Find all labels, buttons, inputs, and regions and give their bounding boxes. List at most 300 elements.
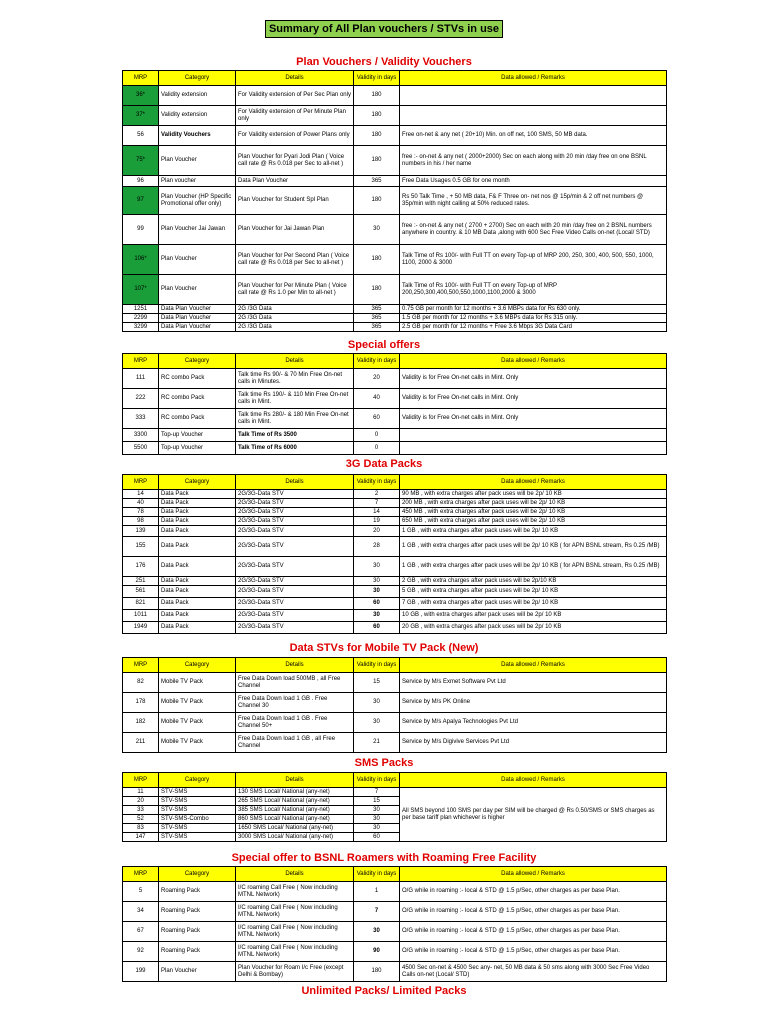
cell-mrp: 40 [123,499,159,508]
cell-category: Plan Voucher [159,146,236,176]
header-category: Category [159,658,236,673]
header-remarks: Data allowed / Remarks [400,773,667,788]
cell-validity: 180 [354,962,400,982]
cell-mrp: 82 [123,673,159,693]
cell-details: 2G/3G-Data STV [236,490,354,499]
header-validity: Validity in days [354,354,400,369]
header-remarks: Data allowed / Remarks [400,354,667,369]
cell-category: Data Pack [159,557,236,577]
cell-category: Roaming Pack [159,882,236,902]
cell-category: Plan Voucher (HP Specific Promotional offer only) [159,187,236,215]
special-offers-table [122,353,667,455]
cell-category: Data Pack [159,490,236,499]
cell-details: Plan Voucher for Jai Jawan Plan [236,215,354,245]
cell-remarks: 90 MB , with extra charges after pack uses will be 2p/ 10 KB [400,490,667,499]
cell-category: Data Pack [159,577,236,586]
table-row [123,389,667,409]
cell-details: 2G/3G-Data STV [236,577,354,586]
section-title-sms-packs: SMS Packs [354,757,414,769]
cell-category: STV-SMS [159,788,236,797]
cell-validity: 180 [354,106,400,126]
table-row [123,275,667,305]
cell-validity: 20 [354,526,400,537]
cell-details: Talk Time of Rs 6000 [236,442,354,455]
header-validity: Validity in days [354,867,400,882]
cell-validity: 7 [354,902,400,922]
table-header-row [123,354,667,369]
cell-remarks: Validity is for Free On-net calls in Mint. Only [400,409,667,429]
cell-remarks: Validity is for Free On-net calls in Mint. Only [400,369,667,389]
cell-category: Mobile TV Pack [159,693,236,713]
cell-remarks: Free on-net & any net ( 20+10) Min. on off net, 100 SMS, 50 MB data. [400,126,667,146]
cell-details: Talk Time of Rs 3500 [236,429,354,442]
cell-details: I/C roaming Call Free ( Now including MTNL Network) [236,882,354,902]
cell-mrp: 67 [123,922,159,942]
cell-category: STV-SMS-Combo [159,815,236,824]
cell-category: Data Pack [159,586,236,598]
cell-validity: 90 [354,942,400,962]
cell-category: Validity extension [159,106,236,126]
cell-validity: 28 [354,537,400,557]
cell-details: 2G /3G Data [236,323,354,332]
table-header-row [123,658,667,673]
table-row [123,215,667,245]
cell-details: Free Data Down load 1 GB , all Free Channel [236,733,354,753]
table-row [123,526,667,537]
cell-details: 2G/3G-Data STV [236,537,354,557]
cell-category: Data Pack [159,598,236,610]
cell-validity: 180 [354,245,400,275]
cell-category: Validity Vouchers [159,126,236,146]
cell-remarks: Free Data Usages 0.5 GB for one month [400,176,667,187]
cell-mrp: 78 [123,508,159,517]
cell-mrp: 36* [123,86,159,106]
cell-mrp: 1251 [123,305,159,314]
cell-validity: 0 [354,429,400,442]
cell-mrp: 33 [123,806,159,815]
section-title-plan-vouchers: Plan Vouchers / Validity Vouchers [296,56,472,68]
cell-mrp: 1949 [123,622,159,634]
table-row [123,517,667,526]
cell-details: 2G/3G-Data STV [236,557,354,577]
table-header-row [123,773,667,788]
header-details: Details [236,658,354,673]
cell-category: Roaming Pack [159,922,236,942]
table-row [123,962,667,982]
header-mrp: MRP [123,658,159,673]
table-row [123,245,667,275]
header-details: Details [236,71,354,86]
cell-remarks: 650 MB , with extra charges after pack uses will be 2p/ 10 KB [400,517,667,526]
cell-validity: 365 [354,305,400,314]
cell-mrp: 5 [123,882,159,902]
cell-mrp: 139 [123,526,159,537]
cell-mrp: 37* [123,106,159,126]
section-title-special-offers: Special offers [347,339,421,351]
cell-validity: 60 [354,598,400,610]
cell-mrp: 199 [123,962,159,982]
cell-mrp: 155 [123,537,159,557]
header-details: Details [236,867,354,882]
cell-category: Top-up Voucher [159,429,236,442]
cell-details: Plan Voucher for Roam I/c Free (except Delhi & Bombay) [236,962,354,982]
cell-details: 2G/3G-Data STV [236,622,354,634]
table-row [123,557,667,577]
cell-details: Plan Voucher for Student Spl Plan [236,187,354,215]
3g-data-packs-table [122,474,667,634]
cell-category: Roaming Pack [159,902,236,922]
cell-mrp: 106* [123,245,159,275]
cell-category: Mobile TV Pack [159,713,236,733]
cell-mrp: 561 [123,586,159,598]
cell-details: Plan Voucher for Per Second Plan ( Voice call rate @ Rs 0.018 per Sec to all-net ) [236,245,354,275]
cell-category: Data Pack [159,517,236,526]
cell-remarks: Service by M/s Exmet Software Pvt Ltd [400,673,667,693]
cell-category: Plan voucher [159,176,236,187]
header-remarks: Data allowed / Remarks [400,475,667,490]
header-details: Details [236,475,354,490]
cell-remarks: 4500 Sec on-net & 4500 Sec any- net, 50 MB data & 50 sms along with 3000 Sec Free Video Calls on-net (Local/ STD) [400,962,667,982]
cell-category: STV-SMS [159,806,236,815]
table-row [123,733,667,753]
table-row [123,176,667,187]
header-mrp: MRP [123,71,159,86]
table-row [123,713,667,733]
cell-category: STV-SMS [159,824,236,833]
table-row [123,490,667,499]
cell-details: 2G/3G-Data STV [236,499,354,508]
cell-category: STV-SMS [159,833,236,842]
cell-validity: 30 [354,577,400,586]
cell-mrp: 3300 [123,429,159,442]
cell-mrp: 56 [123,126,159,146]
cell-category: Plan Voucher [159,962,236,982]
cell-mrp: 98 [123,517,159,526]
cell-validity: 180 [354,126,400,146]
cell-category: Roaming Pack [159,942,236,962]
cell-details: Talk time Rs 90/- & 70 Min Free On-net calls in Minutes. [236,369,354,389]
cell-category: STV-SMS [159,797,236,806]
header-validity: Validity in days [354,475,400,490]
cell-mrp: 211 [123,733,159,753]
cell-details: Plan Voucher for Per Minute Plan ( Voice call rate @ Rs 1.0 per Min to all-net ) [236,275,354,305]
table-row [123,187,667,215]
cell-remarks: Talk Time of Rs 100/- with Full TT on every Top-up of MRP 200, 250, 300, 400, 500, 550, 1000, 1100, 2000 & 3000 [400,245,667,275]
table-row [123,106,667,126]
cell-details: 2G/3G-Data STV [236,598,354,610]
section-title-unlimited-packs: Unlimited Packs/ Limited Packs [301,985,467,997]
cell-remarks: 1 GB , with extra charges after pack uses will be 2p/ 10 KB ( for APN BSNL stream, Rs 0.25 /MB) [400,537,667,557]
cell-details: Free Data Down load 1 GB . Free Channel 50+ [236,713,354,733]
cell-remarks: O/G while in roaming :- local & STD @ 1.5 p/Sec, other charges as per base Plan. [400,922,667,942]
header-mrp: MRP [123,867,159,882]
cell-category: Data Pack [159,508,236,517]
cell-validity: 21 [354,733,400,753]
cell-mrp: 52 [123,815,159,824]
table-row [123,429,667,442]
cell-remarks [400,442,667,455]
cell-category: Plan Voucher Jai Jawan [159,215,236,245]
cell-validity: 1 [354,882,400,902]
cell-remarks [400,86,667,106]
cell-mrp: 147 [123,833,159,842]
section-title-3g-data-packs: 3G Data Packs [345,458,423,470]
table-row [123,622,667,634]
cell-mrp: 99 [123,215,159,245]
table-row [123,369,667,389]
cell-category: Top-up Voucher [159,442,236,455]
section-title-roaming: Special offer to BSNL Roamers with Roaming Free Facility [231,852,537,864]
cell-validity: 30 [354,557,400,577]
cell-mrp: 92 [123,942,159,962]
cell-details: I/C roaming Call Free ( Now including MTNL Network) [236,942,354,962]
cell-details: 2G/3G-Data STV [236,526,354,537]
cell-category: RC combo Pack [159,369,236,389]
table-row [123,788,667,797]
cell-mrp: 83 [123,824,159,833]
header-remarks: Data allowed / Remarks [400,658,667,673]
cell-category: Data Pack [159,537,236,557]
cell-remarks: free :- on-net & any net ( 2700 + 2700) Sec on each with 20 min /day free on 2 BSNL numbers anywhere in country. & 10 MB Data ,along with 600 Sec Free Video Calls on-net (Local/ STD) [400,215,667,245]
cell-validity: 180 [354,187,400,215]
cell-details: For Validity extension of Per Sec Plan only [236,86,354,106]
table-row [123,673,667,693]
plan-vouchers-table [122,70,667,332]
cell-details: 1650 SMS Local/ National (any-net) [236,824,354,833]
cell-validity: 60 [354,409,400,429]
cell-remarks-merged: All SMS beyond 100 SMS per day per SIM will be charged @ Rs 0.50/SMS or SMS charges as per base tariff plan whichever is higher [400,788,667,842]
header-remarks: Data allowed / Remarks [400,71,667,86]
cell-details: For Validity extension of Power Plans only [236,126,354,146]
page-banner: Summary of All Plan vouchers / STVs in use [265,20,503,38]
table-row [123,305,667,314]
cell-validity: 30 [354,693,400,713]
cell-mrp: 20 [123,797,159,806]
cell-details: 3000 SMS Local/ National (any-net) [236,833,354,842]
cell-validity: 40 [354,389,400,409]
table-row [123,126,667,146]
cell-category: Data Pack [159,499,236,508]
cell-details: For Validity extension of Per Minute Plan only [236,106,354,126]
cell-details: 2G /3G Data [236,305,354,314]
cell-remarks: Validity is for Free On-net calls in Mint. Only [400,389,667,409]
cell-validity: 7 [354,499,400,508]
cell-mrp: 251 [123,577,159,586]
cell-remarks: free :- on-net & any net ( 2000+2000) Sec on each along with 20 min /day free on one BSNL numbers in his / her name [400,146,667,176]
table-row [123,598,667,610]
cell-mrp: 178 [123,693,159,713]
cell-category: Plan Voucher [159,245,236,275]
cell-details: 265 SMS Local/ National (any-net) [236,797,354,806]
table-header-row [123,867,667,882]
header-details: Details [236,354,354,369]
cell-category: Validity extension [159,86,236,106]
cell-remarks: 10 GB , with extra charges after pack uses will be 2p/ 10 KB [400,610,667,622]
cell-mrp: 333 [123,409,159,429]
cell-validity: 15 [354,797,400,806]
cell-details: Talk time Rs 190/- & 110 Min Free On-net calls in Mint. [236,389,354,409]
cell-mrp: 821 [123,598,159,610]
cell-mrp: 14 [123,490,159,499]
header-category: Category [159,773,236,788]
cell-remarks: 1 GB , with extra charges after pack uses will be 2p/ 10 KB [400,526,667,537]
cell-mrp: 182 [123,713,159,733]
cell-mrp: 34 [123,902,159,922]
cell-validity: 0 [354,442,400,455]
table-row [123,610,667,622]
header-mrp: MRP [123,354,159,369]
cell-details: Free Data Down load 1 GB . Free Channel 30 [236,693,354,713]
table-row [123,146,667,176]
cell-validity: 60 [354,622,400,634]
cell-mrp: 1011 [123,610,159,622]
table-header-row [123,71,667,86]
table-row [123,537,667,557]
cell-details: Free Data Down load 500MB , all Free Channel [236,673,354,693]
header-validity: Validity in days [354,71,400,86]
header-category: Category [159,867,236,882]
cell-details: Talk time Rs 280/- & 180 Min Free On-net calls in Mint. [236,409,354,429]
cell-validity: 2 [354,490,400,499]
cell-remarks: 450 MB , with extra charges after pack uses will be 2p/ 10 KB [400,508,667,517]
header-category: Category [159,71,236,86]
header-validity: Validity in days [354,658,400,673]
roaming-table [122,866,667,982]
cell-mrp: 11 [123,788,159,797]
cell-mrp: 5500 [123,442,159,455]
cell-validity: 365 [354,176,400,187]
cell-details: Plan Voucher for Pyari Jodi Plan ( Voice call rate @ Rs 0.018 per Sec to all-net ) [236,146,354,176]
cell-mrp: 96 [123,176,159,187]
cell-validity: 20 [354,369,400,389]
cell-validity: 30 [354,806,400,815]
cell-remarks: 2.5 GB per month for 12 months + Free 3.6 Mbps 3G Data Card [400,323,667,332]
table-row [123,902,667,922]
cell-validity: 60 [354,833,400,842]
cell-details: Data Plan Voucher [236,176,354,187]
cell-remarks [400,106,667,126]
header-remarks: Data allowed / Remarks [400,867,667,882]
table-row [123,323,667,332]
cell-details: 385 SMS Local/ National (any-net) [236,806,354,815]
cell-remarks: 20 GB , with extra charges after pack uses will be 2p/ 10 KB [400,622,667,634]
cell-validity: 180 [354,275,400,305]
mobile-tv-table [122,657,667,753]
cell-mrp: 222 [123,389,159,409]
cell-validity: 30 [354,824,400,833]
cell-validity: 30 [354,713,400,733]
cell-remarks: 7 GB , with extra charges after pack uses will be 2p/ 10 KB [400,598,667,610]
cell-category: Data Plan Voucher [159,305,236,314]
header-category: Category [159,354,236,369]
cell-validity: 365 [354,323,400,332]
cell-remarks: 1 GB , with extra charges after pack uses will be 2p/ 10 KB ( for APN BSNL stream, Rs 0.25 /MB) [400,557,667,577]
sms-packs-table [122,772,667,842]
cell-category: Data Plan Voucher [159,323,236,332]
section-title-mobile-tv: Data STVs for Mobile TV Pack (New) [289,642,479,654]
cell-details: 860 SMS Local/ National (any-net) [236,815,354,824]
cell-validity: 30 [354,215,400,245]
table-row [123,693,667,713]
cell-validity: 7 [354,788,400,797]
header-mrp: MRP [123,773,159,788]
table-header-row [123,475,667,490]
table-row [123,882,667,902]
cell-validity: 15 [354,673,400,693]
cell-category: Data Pack [159,622,236,634]
cell-validity: 19 [354,517,400,526]
cell-category: RC combo Pack [159,389,236,409]
table-row [123,499,667,508]
cell-validity: 30 [354,922,400,942]
cell-remarks: 200 MB , with extra charges after pack uses will be 2p/ 10 KB [400,499,667,508]
cell-validity: 180 [354,146,400,176]
cell-mrp: 176 [123,557,159,577]
cell-validity: 30 [354,586,400,598]
header-details: Details [236,773,354,788]
table-row [123,314,667,323]
cell-mrp: 75* [123,146,159,176]
cell-details: 130 SMS Local/ National (any-net) [236,788,354,797]
cell-mrp: 111 [123,369,159,389]
header-validity: Validity in days [354,773,400,788]
cell-remarks: Service by M/s Apalya Technologies Pvt Ltd [400,713,667,733]
cell-remarks: O/G while in roaming :- local & STD @ 1.5 p/Sec, other charges as per base Plan. [400,882,667,902]
cell-mrp: 107* [123,275,159,305]
cell-details: 2G /3G Data [236,314,354,323]
cell-category: Mobile TV Pack [159,673,236,693]
cell-category: Plan Voucher [159,275,236,305]
cell-validity: 365 [354,314,400,323]
table-row [123,577,667,586]
cell-validity: 30 [354,610,400,622]
header-category: Category [159,475,236,490]
cell-mrp: 3299 [123,323,159,332]
table-row [123,409,667,429]
cell-details: 2G/3G-Data STV [236,586,354,598]
cell-mrp: 97 [123,187,159,215]
cell-category: Data Plan Voucher [159,314,236,323]
cell-remarks: 0.75 GB per month for 12 months + 3.6 MBPs data for Rs 630 only. [400,305,667,314]
table-row [123,586,667,598]
cell-validity: 14 [354,508,400,517]
cell-validity: 30 [354,815,400,824]
cell-details: I/C roaming Call Free ( Now including MTNL Network) [236,902,354,922]
cell-remarks: Rs 50 Talk Time , + 50 MB data, F& F Three on- net nos @ 15p/min & 2 off net numbers @ 35p/min with night calling at 50% reduced rates. [400,187,667,215]
cell-details: 2G/3G-Data STV [236,610,354,622]
cell-remarks: 2 GB , with extra charges after pack uses will be 2p/10 KB [400,577,667,586]
table-row [123,442,667,455]
cell-remarks: 1.5 GB per month for 12 months + 3.6 MBPs data for Rs 315 only. [400,314,667,323]
cell-remarks: O/G while in roaming :- local & STD @ 1.5 p/Sec, other charges as per base Plan. [400,902,667,922]
cell-category: RC combo Pack [159,409,236,429]
header-mrp: MRP [123,475,159,490]
cell-category: Mobile TV Pack [159,733,236,753]
cell-remarks: O/G while in roaming :- local & STD @ 1.5 p/Sec, other charges as per base Plan. [400,942,667,962]
cell-remarks: Talk Time of Rs 100/- with Full TT on every Top-up of MRP 200,250,300,400,500,550,1000,1100,2000 & 3000 [400,275,667,305]
cell-remarks [400,429,667,442]
table-row [123,942,667,962]
cell-details: I/C roaming Call Free ( Now including MTNL Network) [236,922,354,942]
cell-validity: 180 [354,86,400,106]
cell-category: Data Pack [159,610,236,622]
cell-remarks: 5 GB , with extra charges after pack uses will be 2p/ 10 KB [400,586,667,598]
cell-category: Data Pack [159,526,236,537]
cell-remarks: Service by M/s PK Online [400,693,667,713]
cell-details: 2G/3G-Data STV [236,517,354,526]
table-row [123,508,667,517]
cell-details: 2G/3G-Data STV [236,508,354,517]
